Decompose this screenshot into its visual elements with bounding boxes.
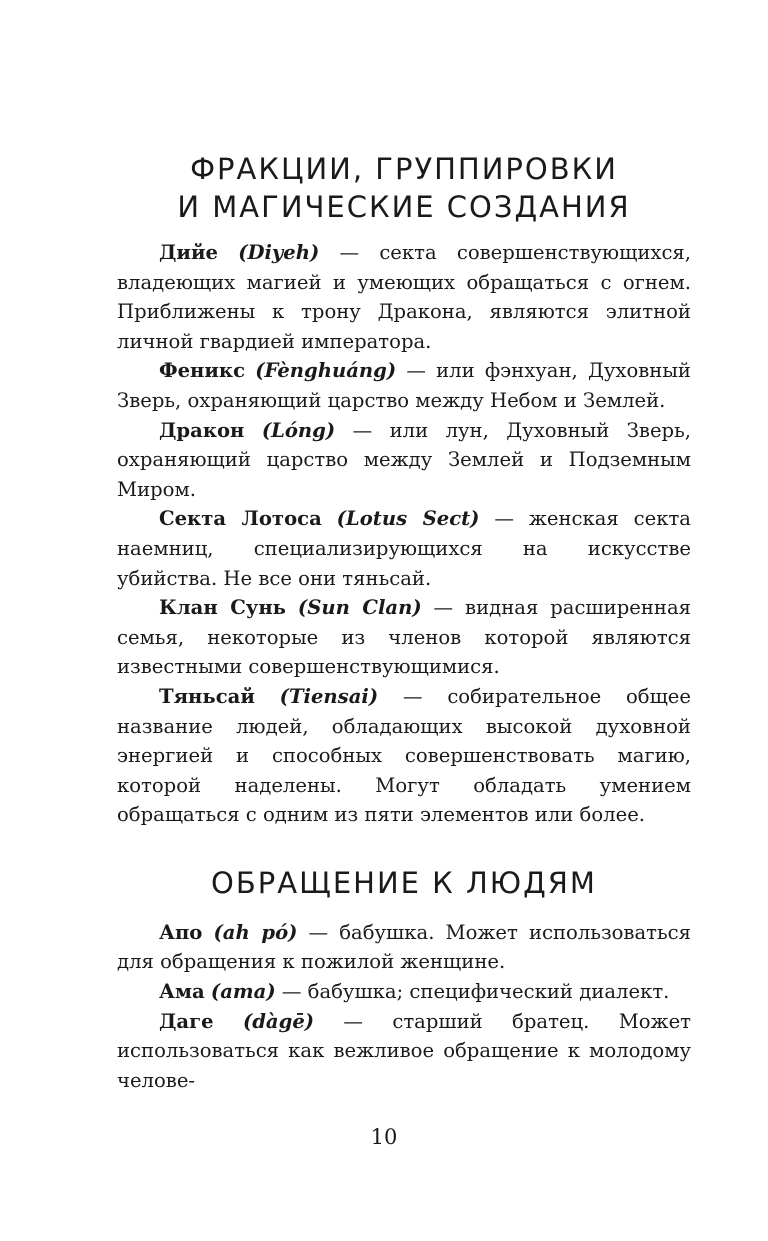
- glossary-entry-sun-clan: [117, 593, 691, 682]
- page-number: 10: [370, 1125, 398, 1149]
- entry-latin: (ah pó): [213, 920, 298, 944]
- entry-latin: (Fènghuáng): [255, 359, 397, 383]
- glossary-entry-ama: [117, 977, 691, 1007]
- entry-term: Тяньсай: [159, 684, 255, 708]
- entry-latin: (dàgē): [242, 1009, 315, 1033]
- entry-definition: — бабушка. Может использоваться для обращения к пожилой женщине.: [117, 920, 691, 974]
- entry-term: Секта Лотоса: [159, 507, 322, 531]
- entry-definition: — собирательное общее название людей, обладающих высокой духовной энергией и способных совершенствовать магию, которой наделены. Могут обладать умением обращаться с одним из пяти элементов или более.: [117, 684, 691, 827]
- entry-term: Ама: [159, 980, 205, 1004]
- section-title-line-1: ФРАКЦИИ, ГРУППИРОВКИ: [190, 152, 618, 186]
- glossary-entry-diyeh: [117, 238, 691, 356]
- entry-definition: — или фэнхуан, Духовный Зверь, охраняющий царство между Небом и Землей.: [117, 359, 691, 412]
- entry-term: Апо: [159, 920, 203, 944]
- entry-term: Феникс: [159, 359, 246, 383]
- entry-latin: (ama): [210, 980, 276, 1004]
- entry-latin: (Lotus Sect): [336, 507, 480, 531]
- entry-term: Клан Сунь: [159, 596, 286, 620]
- section-title-line-2: И МАГИЧЕСКИЕ СОЗДАНИЯ: [177, 190, 631, 224]
- entry-latin: (Tiensai): [279, 684, 379, 708]
- entry-term: Дийе: [159, 241, 218, 264]
- entry-latin: (Diyeh): [238, 241, 320, 264]
- entry-definition: — бабушка; специфический диалект.: [275, 980, 670, 1004]
- section-title-factions: [117, 150, 691, 226]
- entry-definition: — старший братец. Может использоваться как вежливое обращение к молодому челове-: [117, 1009, 692, 1092]
- section-title-addressing: ОБРАЩЕНИЕ К ЛЮДЯМ: [211, 865, 597, 900]
- entry-term: Дракон: [159, 418, 245, 442]
- glossary-entry-tiensai: [117, 682, 691, 830]
- glossary-entry-dage: [117, 1007, 691, 1096]
- glossary-entry-dragon: [117, 416, 691, 505]
- glossary-entry-lotus-sect: [117, 504, 691, 593]
- glossary-entry-phoenix: [117, 356, 691, 415]
- book-page: [117, 150, 691, 1095]
- entry-definition: — видная расширенная семья, некоторые из членов которой являются известными совершенствующимися.: [117, 596, 692, 679]
- entry-definition: — женская секта наемниц, специализирующихся на искусстве убийства. Не все они тяньсай.: [117, 507, 691, 590]
- entry-definition: — или лун, Духовный Зверь, охраняющий царство между Землей и Подземным Миром.: [117, 418, 691, 501]
- entry-definition: — секта совершенствующихся, владеющих магией и умеющих обращаться с огнем. Приближены к трону Дракона, являются элитной личной гвардией императора.: [117, 241, 692, 353]
- entry-latin: (Sun Clan): [297, 596, 422, 620]
- entry-latin: (Lóng): [261, 418, 336, 442]
- entry-term: Даге: [159, 1009, 214, 1033]
- glossary-entry-apo: [117, 918, 691, 977]
